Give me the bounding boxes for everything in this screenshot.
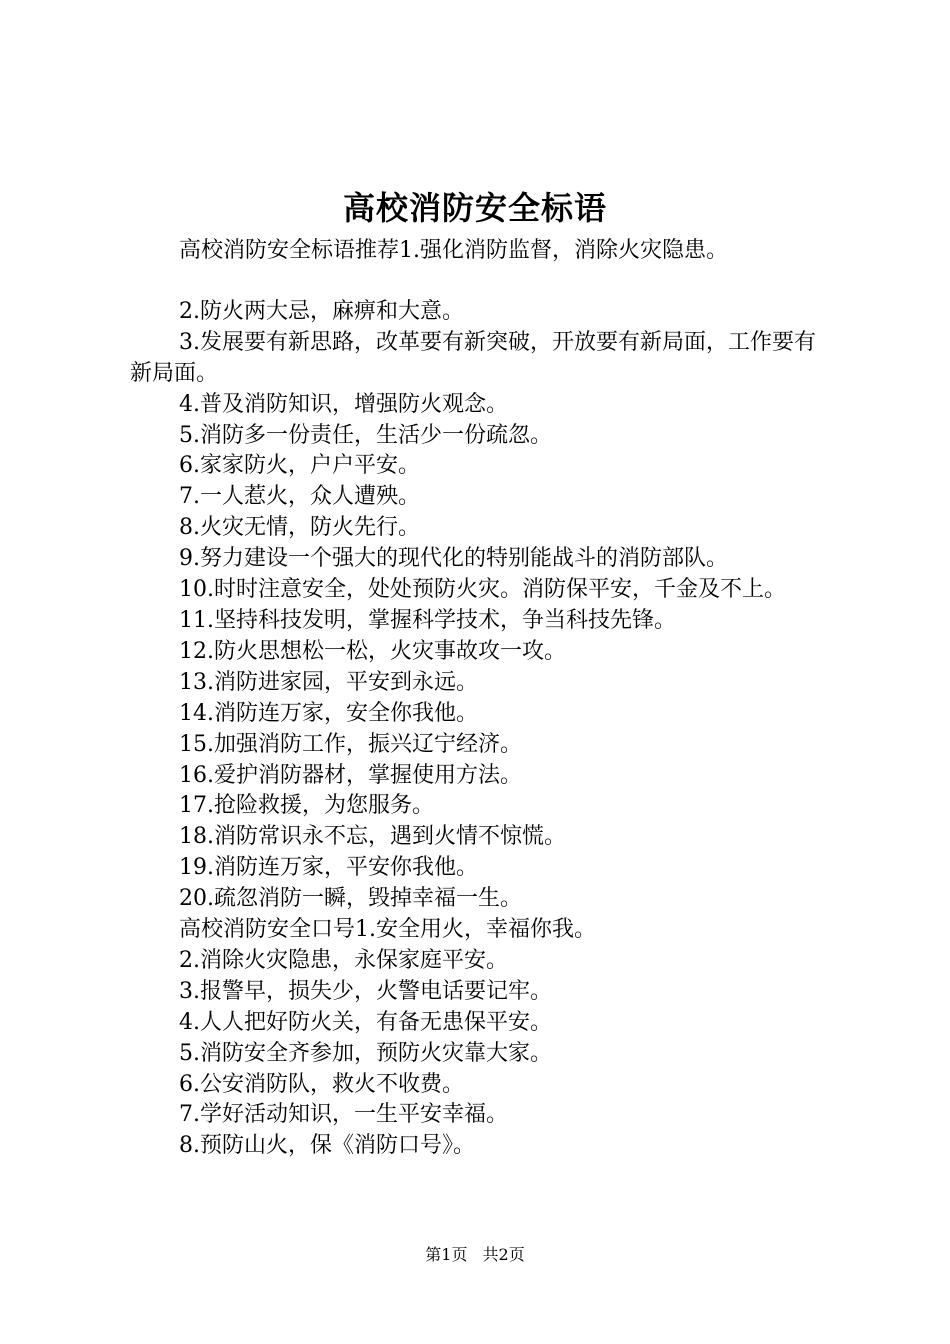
- paragraph: 13.消防进家园，平安到永远。: [179, 669, 478, 695]
- paragraph: 10.时时注意安全，处处预防火灾。消防保平安，千金及不上。: [179, 577, 786, 603]
- paragraph: 4.人人把好防火关，有备无患保平安。: [179, 1009, 552, 1035]
- paragraph: 4.普及消防知识，增强防火观念。: [179, 391, 508, 417]
- paragraph: 3.报警早，损失少，火警电话要记牢。: [179, 978, 552, 1004]
- paragraph: 19.消防连万家，平安你我他。: [179, 855, 478, 881]
- paragraph: 14.消防连万家，安全你我他。: [179, 700, 478, 726]
- paragraph: 18.消防常识永不忘，遇到火情不惊慌。: [179, 824, 566, 850]
- paragraph: 7.一人惹火，众人遭殃。: [179, 484, 420, 510]
- document-body: [130, 236, 835, 1162]
- paragraph: 高校消防安全标语推荐1.强化消防监督，消除火灾隐患。: [179, 238, 728, 263]
- paragraph: 17.抢险救援，为您服务。: [179, 793, 434, 819]
- document-title: 高校消防安全标语: [342, 189, 607, 227]
- paragraph: 9.努力建设一个强大的现代化的特别能战斗的消防部队。: [179, 546, 728, 572]
- paragraph: 3.发展要有新思路，改革要有新突破，开放要有新局面，工作要有新局面。: [130, 329, 816, 386]
- paragraph: 11.坚持科技发明，掌握科学技术，争当科技先锋。: [179, 607, 676, 633]
- paragraph: 12.防火思想松一松，火灾事故攻一攻。: [179, 638, 566, 664]
- paragraph: 6.家家防火，户户平安。: [179, 453, 420, 479]
- paragraph: 16.爱护消防器材，掌握使用方法。: [179, 762, 522, 788]
- page-footer: [0, 1244, 950, 1266]
- paragraph: 8.火灾无情，防火先行。: [179, 515, 420, 541]
- paragraph: 高校消防安全口号1.安全用火，幸福你我。: [179, 917, 596, 943]
- paragraph: 7.学好活动知识，一生平安幸福。: [179, 1102, 508, 1128]
- paragraph: 15.加强消防工作，振兴辽宁经济。: [179, 731, 522, 757]
- paragraph: 8.预防山火，保《消防口号》。: [179, 1133, 475, 1159]
- paragraph: 2.消除火灾隐患，永保家庭平安。: [179, 947, 508, 973]
- paragraph: 5.消防安全齐参加，预防火灾靠大家。: [179, 1040, 552, 1066]
- paragraph: 20.疏忽消防一瞬，毁掉幸福一生。: [179, 886, 522, 912]
- page-total: 共2页: [482, 1245, 525, 1264]
- page-number: 第1页: [425, 1245, 468, 1264]
- paragraph: 5.消防多一份责任，生活少一份疏忽。: [179, 422, 552, 448]
- paragraph: 6.公安消防队，救火不收费。: [179, 1071, 464, 1097]
- paragraph: 2.防火两大忌，麻痹和大意。: [179, 298, 464, 324]
